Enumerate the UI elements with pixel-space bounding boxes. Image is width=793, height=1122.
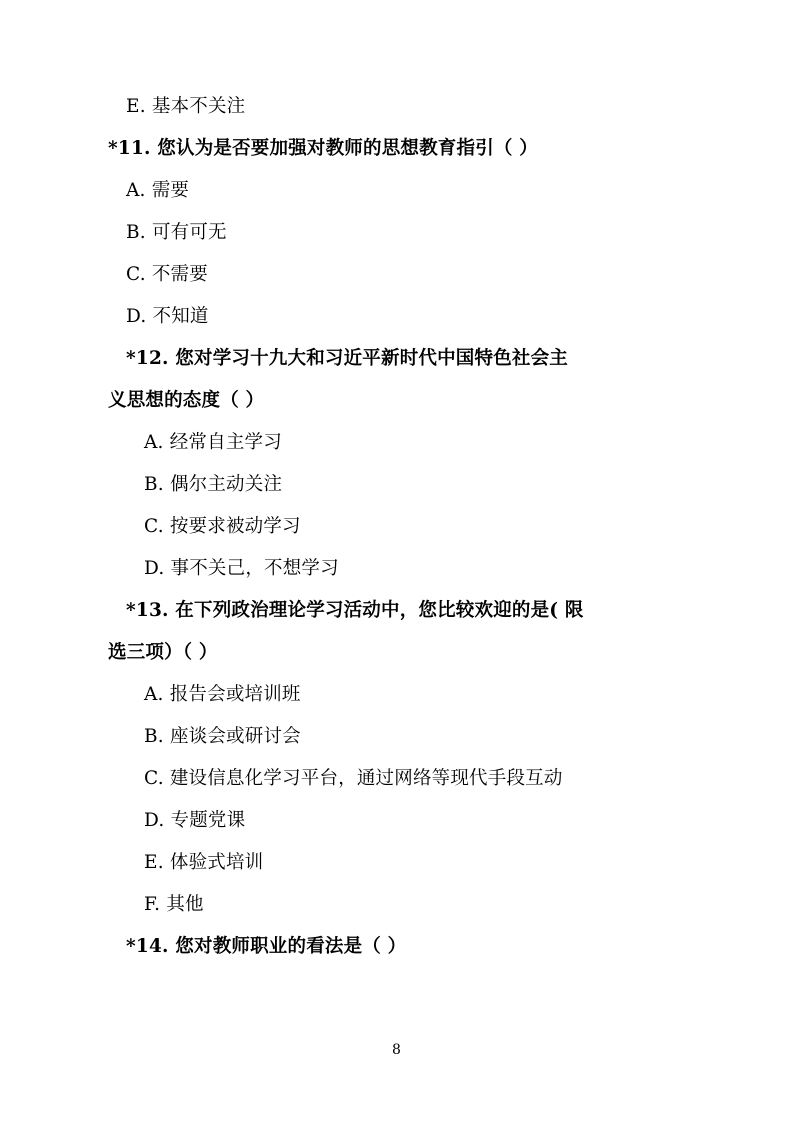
survey-option: A. 需要 — [126, 180, 190, 201]
survey-option: A. 报告会或培训班 — [144, 684, 301, 705]
survey-option: B. 座谈会或研讨会 — [144, 726, 301, 747]
survey-option: D. 专题党课 — [144, 810, 246, 831]
survey-option: C. 按要求被动学习 — [144, 516, 301, 537]
page-number: 8 — [392, 1042, 401, 1058]
survey-option: A. 经常自主学习 — [144, 432, 282, 453]
survey-question: *14. 您对教师职业的看法是（ ） — [126, 936, 407, 957]
survey-option: E. 体验式培训 — [144, 852, 264, 873]
survey-option: E. 基本不关注 — [126, 96, 246, 117]
document-body — [108, 86, 685, 968]
survey-question: 义思想的态度（ ） — [108, 390, 265, 411]
survey-option: C. 不需要 — [126, 264, 208, 285]
survey-question: *13. 在下列政治理论学习活动中，您比较欢迎的是( 限 — [126, 600, 584, 621]
survey-option: F. 其他 — [144, 894, 204, 915]
survey-question: *12. 您对学习十九大和习近平新时代中国特色社会主 — [126, 348, 569, 369]
survey-question: 选三项）（ ） — [108, 642, 218, 663]
survey-option: B. 可有可无 — [126, 222, 227, 243]
survey-option: D. 事不关己，不想学习 — [144, 558, 339, 579]
survey-option: C. 建设信息化学习平台，通过网络等现代手段互动 — [144, 768, 563, 789]
survey-option: B. 偶尔主动关注 — [144, 474, 283, 495]
survey-option: D. 不知道 — [126, 306, 209, 327]
survey-question: *11. 您认为是否要加强对教师的思想教育指引（ ） — [108, 138, 538, 159]
